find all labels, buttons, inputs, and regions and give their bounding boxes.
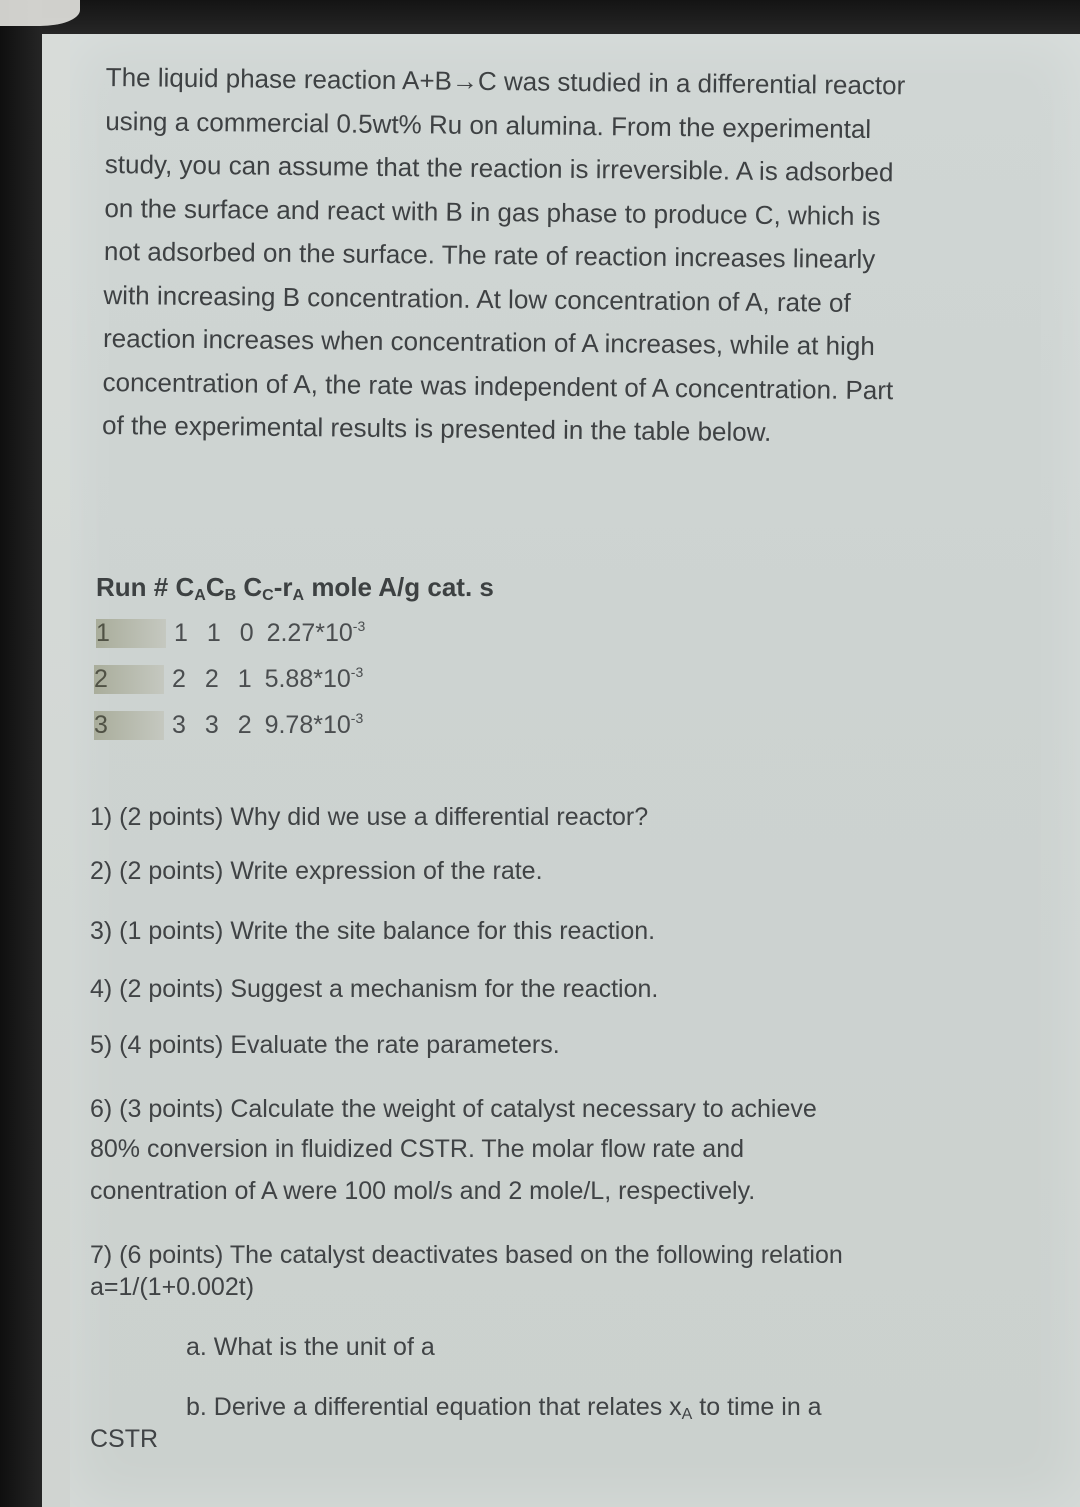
header-unit: mole A/g cat. s bbox=[311, 572, 494, 602]
statement-line: of the experimental results is presented in the table below. bbox=[101, 409, 772, 447]
question-2: 2) (2 points) Write expression of the rate. bbox=[90, 857, 543, 885]
cell-cc: 2 bbox=[237, 711, 258, 739]
cell-ca: 3 bbox=[172, 711, 192, 739]
header-ca: $C_A$ bbox=[175, 572, 206, 604]
statement-line: The liquid phase reaction A+B→C was studied in a differential reactor bbox=[105, 61, 906, 101]
question-6-line: 80% conversion in fluidized CSTR. The molar flow rate and bbox=[90, 1135, 745, 1163]
table-row bbox=[96, 618, 365, 648]
cell-cc: 0 bbox=[239, 619, 260, 647]
header-run: Run # bbox=[96, 572, 169, 602]
table-row bbox=[94, 710, 363, 740]
question-7b: b. Derive a differential equation that relates $x_A$ to time in a bbox=[186, 1393, 822, 1423]
run-number: 1 bbox=[96, 619, 166, 648]
question-4: 4) (2 points) Suggest a mechanism for the reaction. bbox=[90, 975, 659, 1003]
cell-rate: $5.88*10^{-3}$ bbox=[264, 664, 364, 693]
statement-line: study, you can assume that the reaction is irreversible. A is adsorbed bbox=[104, 148, 894, 188]
question-3: 3) (1 points) Write the site balance for this reaction. bbox=[90, 917, 656, 945]
header-cb: $C_B$ bbox=[205, 572, 237, 604]
question-5: 5) (4 points) Evaluate the rate parameters. bbox=[90, 1031, 560, 1059]
run-number: 2 bbox=[94, 665, 164, 694]
question-7-line: a=1/(1+0.002t) bbox=[90, 1273, 255, 1301]
question-6-line: conentration of A were 100 mol/s and 2 mole/L, respectively. bbox=[90, 1177, 756, 1205]
device-bezel-top bbox=[0, 0, 1080, 34]
question-1: 1) (2 points) Why did we use a differential reactor? bbox=[90, 803, 649, 831]
run-number: 3 bbox=[94, 711, 164, 740]
statement-line: not adsorbed on the surface. The rate of reaction increases linearly bbox=[103, 235, 876, 275]
header-cc: $C_C$ bbox=[243, 572, 274, 604]
device-bezel-left bbox=[0, 0, 42, 1507]
question-6-line: 6) (3 points) Calculate the weight of catalyst necessary to achieve bbox=[90, 1095, 817, 1123]
statement-line: on the surface and react with B in gas phase to produce C, which is bbox=[104, 192, 881, 231]
cell-rate: $2.27*10^{-3}$ bbox=[266, 618, 366, 647]
question-7b-tail: CSTR bbox=[90, 1425, 159, 1453]
question-7a: a. What is the unit of a bbox=[186, 1333, 435, 1361]
cell-cb: 3 bbox=[204, 711, 225, 739]
cell-rate: $9.78*10^{-3}$ bbox=[264, 710, 364, 739]
cell-cb: 1 bbox=[206, 619, 227, 647]
cell-cb: 2 bbox=[204, 665, 225, 693]
statement-line: reaction increases when concentration of A increases, while at high bbox=[102, 322, 875, 362]
statement-line: with increasing B concentration. At low concentration of A, rate of bbox=[103, 279, 851, 318]
statement-line: using a commercial 0.5wt% Ru on alumina. From the experimental bbox=[105, 105, 872, 144]
problem-statement bbox=[102, 56, 906, 456]
table-header bbox=[96, 566, 494, 617]
cell-ca: 1 bbox=[174, 619, 194, 647]
statement-line: concentration of A, the rate was independent of A concentration. Part bbox=[102, 366, 894, 405]
cell-ca: 2 bbox=[172, 665, 192, 693]
header-rate: $-r_A$ bbox=[273, 572, 305, 604]
question-7-line: 7) (6 points) The catalyst deactivates based on the following relation bbox=[90, 1241, 843, 1269]
cell-cc: 1 bbox=[237, 665, 258, 693]
table-row bbox=[94, 664, 363, 694]
